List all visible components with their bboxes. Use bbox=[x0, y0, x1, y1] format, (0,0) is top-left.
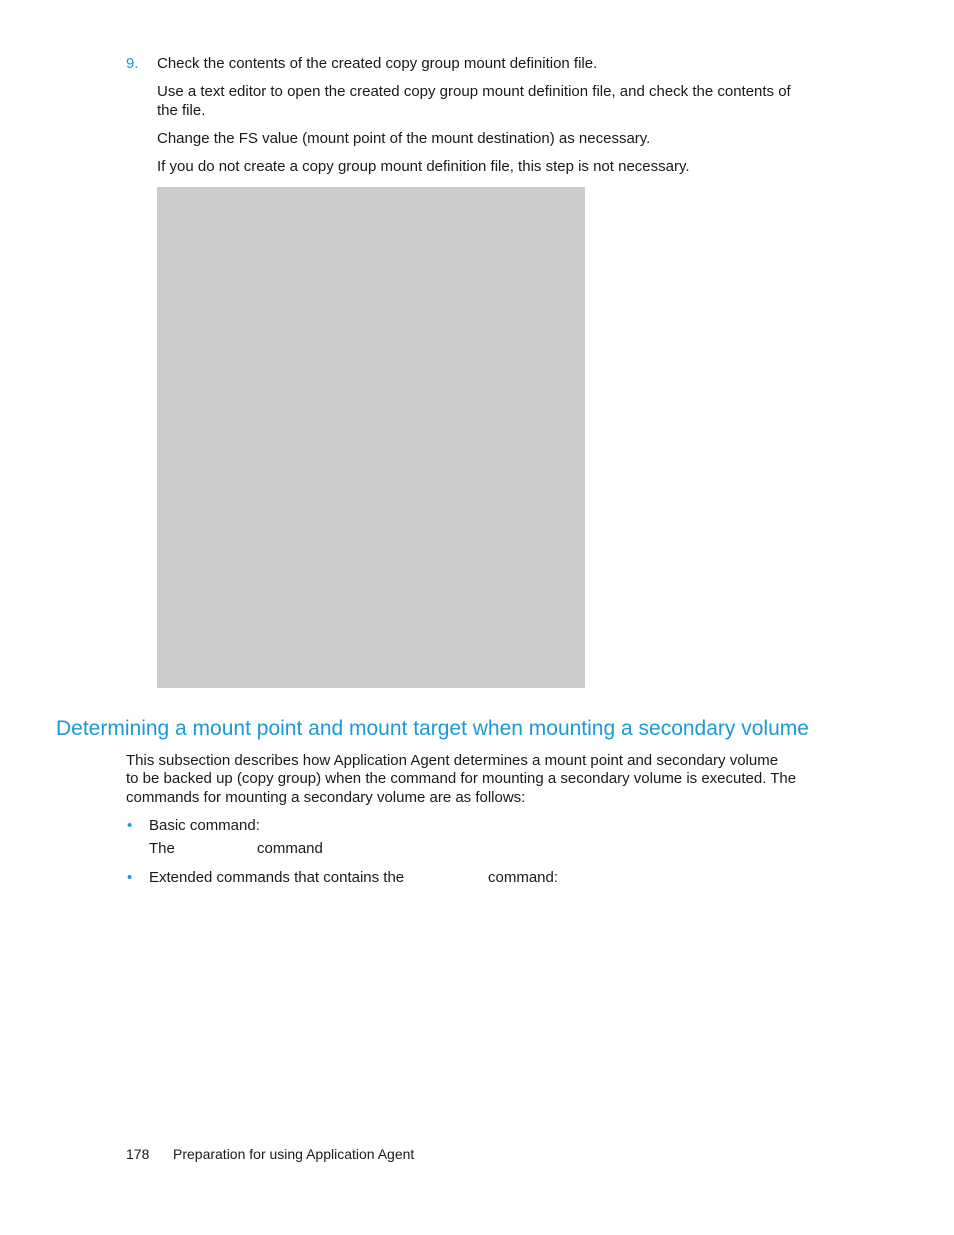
step-number: 9. bbox=[126, 55, 139, 72]
bullet-extended-commands-prefix: Extended commands that contains the bbox=[149, 869, 405, 886]
bullet-extended-commands-suffix: command: bbox=[488, 869, 559, 886]
bullet-marker: • bbox=[127, 817, 133, 834]
bullet-marker: • bbox=[127, 869, 133, 886]
step-para3: If you do not create a copy group mount definition file, this step is not necessary. bbox=[157, 158, 690, 175]
section-heading: Determining a mount point and mount target when mounting a secondary volume bbox=[56, 717, 809, 740]
figure-placeholder bbox=[157, 187, 585, 688]
step-para1-line2: the file. bbox=[157, 102, 206, 119]
bullet-basic-command-label: Basic command: bbox=[149, 817, 260, 834]
step-title: Check the contents of the created copy group mount definition file. bbox=[157, 55, 598, 72]
step-para2: Change the FS value (mount point of the mount destination) as necessary. bbox=[157, 130, 651, 147]
step-para1-line1: Use a text editor to open the created copy group mount definition file, and check the contents of bbox=[157, 83, 791, 100]
section-intro-line2: to be backed up (copy group) when the command for mounting a secondary volume is executed. The bbox=[126, 770, 797, 787]
page-number: 178 bbox=[126, 1146, 150, 1162]
section-intro-line3: commands for mounting a secondary volume are as follows: bbox=[126, 789, 526, 806]
bullet-basic-command-sub-prefix: The bbox=[149, 840, 175, 857]
section-intro-line1: This subsection describes how Application Agent determines a mount point and secondary volume bbox=[126, 752, 779, 769]
bullet-basic-command-sub-suffix: command bbox=[257, 840, 323, 857]
footer-title: Preparation for using Application Agent bbox=[173, 1146, 415, 1162]
